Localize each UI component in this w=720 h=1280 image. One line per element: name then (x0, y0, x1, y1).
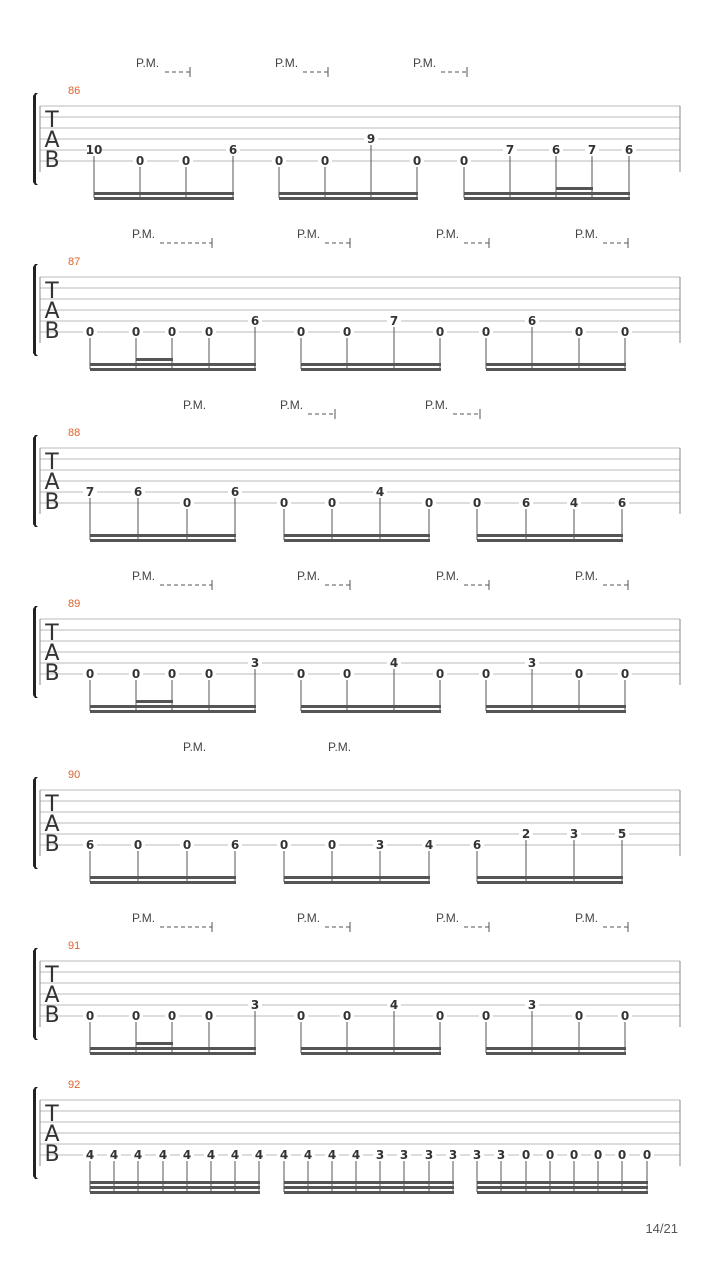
fret-number: 4 (158, 1148, 168, 1162)
palm-mute-label: P.M. (575, 227, 599, 241)
tab-clef-letter: B (44, 490, 60, 515)
fret-number: 3 (448, 1148, 458, 1162)
fret-number: 3 (527, 656, 537, 670)
beam (477, 1181, 648, 1184)
tab-clef-letter: A (44, 128, 60, 153)
fret-number: 0 (85, 1009, 95, 1023)
fret-number: 6 (133, 485, 143, 499)
beam (279, 197, 418, 200)
beam (94, 197, 234, 200)
fret-number: 6 (527, 314, 537, 328)
tab-clef-letter: B (44, 148, 60, 173)
beam (301, 1052, 441, 1055)
fret-number: 0 (133, 838, 143, 852)
sub-beam (556, 187, 593, 190)
tab-clef-letter: A (44, 983, 60, 1008)
fret-number: 0 (131, 1009, 141, 1023)
beam (464, 197, 630, 200)
tab-clef-letter: B (44, 1003, 60, 1028)
beam (486, 1052, 626, 1055)
beam (90, 534, 236, 537)
measure-number: 89 (68, 598, 81, 610)
beam (90, 876, 236, 879)
fret-number: 3 (496, 1148, 506, 1162)
beam (90, 368, 256, 371)
beam (301, 368, 441, 371)
palm-mute-label: P.M. (575, 911, 599, 925)
beam (486, 368, 626, 371)
fret-number: 6 (472, 838, 482, 852)
fret-number: 4 (279, 1148, 289, 1162)
fret-number: 0 (472, 496, 482, 510)
fret-number: 6 (228, 143, 238, 157)
beam (301, 710, 441, 713)
fret-number: 0 (574, 325, 584, 339)
tab-clef-letter: A (44, 1122, 60, 1147)
fret-number: 0 (279, 838, 289, 852)
tab-clef-letter: T (45, 621, 59, 646)
tab-clef-letter: T (45, 450, 59, 475)
fret-number: 4 (424, 838, 434, 852)
fret-number: 4 (109, 1148, 119, 1162)
fret-number: 0 (424, 496, 434, 510)
fret-number: 4 (389, 998, 399, 1012)
tab-clef-letter: B (44, 832, 60, 857)
fret-number: 0 (342, 667, 352, 681)
fret-number: 0 (181, 154, 191, 168)
fret-number: 4 (351, 1148, 361, 1162)
beam (90, 1191, 260, 1194)
fret-number: 0 (167, 1009, 177, 1023)
fret-number: 4 (230, 1148, 240, 1162)
beam (90, 539, 236, 542)
fret-number: 0 (412, 154, 422, 168)
fret-number: 0 (569, 1148, 579, 1162)
beam (284, 1181, 454, 1184)
fret-number: 0 (131, 667, 141, 681)
tab-clef-letter: T (45, 792, 59, 817)
fret-number: 3 (375, 1148, 385, 1162)
measure-number: 90 (68, 769, 81, 781)
palm-mute-label: P.M. (183, 398, 207, 412)
fret-number: 0 (642, 1148, 652, 1162)
fret-number: 0 (296, 325, 306, 339)
palm-mute-label: P.M. (413, 56, 437, 70)
beam (90, 710, 256, 713)
tab-clef-letter: T (45, 279, 59, 304)
fret-number: 4 (303, 1148, 313, 1162)
palm-mute-label: P.M. (328, 740, 352, 754)
fret-number: 0 (204, 1009, 214, 1023)
measure-number: 92 (68, 1079, 81, 1091)
tab-clef-letter: T (45, 963, 59, 988)
fret-number: 0 (279, 496, 289, 510)
page-number: 14/21 (645, 1221, 678, 1236)
fret-number: 2 (521, 827, 531, 841)
beam (284, 1191, 454, 1194)
beam (477, 881, 623, 884)
measure-number: 88 (68, 427, 81, 439)
fret-number: 0 (593, 1148, 603, 1162)
palm-mute-label: P.M. (297, 569, 321, 583)
beam (284, 539, 430, 542)
fret-number: 6 (551, 143, 561, 157)
measure-number: 91 (68, 940, 81, 952)
measure-number: 86 (68, 85, 81, 97)
beam (486, 1047, 626, 1050)
system-bracket (33, 435, 38, 527)
fret-number: 3 (424, 1148, 434, 1162)
palm-mute-label: P.M. (297, 911, 321, 925)
fret-number: 10 (85, 143, 103, 157)
beam (284, 881, 430, 884)
fret-number: 0 (342, 325, 352, 339)
beam (477, 534, 623, 537)
beam (90, 363, 256, 366)
beam (284, 1186, 454, 1189)
system-bracket (33, 1087, 38, 1179)
palm-mute-label: P.M. (132, 227, 156, 241)
fret-number: 0 (327, 838, 337, 852)
beam (486, 363, 626, 366)
fret-number: 0 (167, 325, 177, 339)
fret-number: 0 (574, 667, 584, 681)
fret-number: 4 (327, 1148, 337, 1162)
palm-mute-label: P.M. (436, 569, 460, 583)
fret-number: 9 (366, 132, 376, 146)
palm-mute-label: P.M. (136, 56, 160, 70)
beam (477, 539, 623, 542)
fret-number: 0 (435, 1009, 445, 1023)
fret-number: 0 (182, 496, 192, 510)
fret-number: 0 (459, 154, 469, 168)
fret-number: 0 (320, 154, 330, 168)
tab-clef-letter: A (44, 470, 60, 495)
fret-number: 6 (617, 496, 627, 510)
fret-number: 0 (135, 154, 145, 168)
fret-number: 0 (574, 1009, 584, 1023)
fret-number: 0 (131, 325, 141, 339)
beam (301, 705, 441, 708)
fret-number: 0 (204, 325, 214, 339)
fret-number: 3 (375, 838, 385, 852)
beam (279, 192, 418, 195)
fret-number: 0 (521, 1148, 531, 1162)
palm-mute-label: P.M. (436, 227, 460, 241)
fret-number: 7 (85, 485, 95, 499)
tab-clef-letter: T (45, 1102, 59, 1127)
beam (90, 705, 256, 708)
palm-mute-label: P.M. (297, 227, 321, 241)
system-bracket (33, 264, 38, 356)
sub-beam (136, 700, 173, 703)
beam (301, 363, 441, 366)
fret-number: 6 (250, 314, 260, 328)
beam (90, 1047, 256, 1050)
fret-number: 0 (620, 667, 630, 681)
fret-number: 7 (587, 143, 597, 157)
fret-number: 0 (481, 1009, 491, 1023)
fret-number: 6 (624, 143, 634, 157)
tab-clef-letter: B (44, 319, 60, 344)
beam (94, 192, 234, 195)
fret-number: 0 (620, 325, 630, 339)
palm-mute-label: P.M. (575, 569, 599, 583)
system-bracket (33, 777, 38, 869)
fret-number: 3 (250, 656, 260, 670)
fret-number: 5 (617, 827, 627, 841)
palm-mute-label: P.M. (275, 56, 299, 70)
fret-number: 0 (85, 667, 95, 681)
fret-number: 0 (620, 1009, 630, 1023)
beam (477, 1186, 648, 1189)
fret-number: 4 (85, 1148, 95, 1162)
fret-number: 3 (472, 1148, 482, 1162)
measure-number: 87 (68, 256, 81, 268)
fret-number: 3 (250, 998, 260, 1012)
fret-number: 0 (204, 667, 214, 681)
beam (486, 705, 626, 708)
palm-mute-label: P.M. (425, 398, 449, 412)
fret-number: 0 (167, 667, 177, 681)
beam (284, 534, 430, 537)
palm-mute-label: P.M. (183, 740, 207, 754)
fret-number: 6 (85, 838, 95, 852)
fret-number: 4 (182, 1148, 192, 1162)
tab-clef-letter: B (44, 1142, 60, 1167)
beam (90, 881, 236, 884)
fret-number: 0 (327, 496, 337, 510)
fret-number: 0 (435, 667, 445, 681)
fret-number: 6 (230, 838, 240, 852)
beam (464, 192, 630, 195)
fret-number: 3 (569, 827, 579, 841)
fret-number: 0 (617, 1148, 627, 1162)
palm-mute-label: P.M. (280, 398, 304, 412)
fret-number: 0 (296, 1009, 306, 1023)
fret-number: 0 (435, 325, 445, 339)
fret-number: 6 (230, 485, 240, 499)
beam (284, 876, 430, 879)
fret-number: 4 (569, 496, 579, 510)
fret-number: 7 (389, 314, 399, 328)
fret-number: 4 (389, 656, 399, 670)
beam (477, 876, 623, 879)
system-bracket (33, 93, 38, 185)
fret-number: 3 (527, 998, 537, 1012)
beam (90, 1186, 260, 1189)
fret-number: 4 (375, 485, 385, 499)
fret-number: 4 (254, 1148, 264, 1162)
fret-number: 4 (206, 1148, 216, 1162)
palm-mute-label: P.M. (132, 911, 156, 925)
fret-number: 4 (133, 1148, 143, 1162)
tab-clef-letter: A (44, 641, 60, 666)
tab-clef-letter: B (44, 661, 60, 686)
fret-number: 0 (342, 1009, 352, 1023)
fret-number: 7 (505, 143, 515, 157)
beam (90, 1052, 256, 1055)
fret-number: 0 (85, 325, 95, 339)
fret-number: 3 (399, 1148, 409, 1162)
tab-clef-letter: T (45, 108, 59, 133)
fret-number: 0 (545, 1148, 555, 1162)
tab-clef-letter: A (44, 299, 60, 324)
beam (486, 710, 626, 713)
tab-clef-letter: A (44, 812, 60, 837)
palm-mute-label: P.M. (132, 569, 156, 583)
sub-beam (136, 358, 173, 361)
fret-number: 0 (296, 667, 306, 681)
fret-number: 0 (182, 838, 192, 852)
beam (90, 1181, 260, 1184)
fret-number: 0 (274, 154, 284, 168)
sub-beam (136, 1042, 173, 1045)
fret-number: 0 (481, 325, 491, 339)
fret-number: 0 (481, 667, 491, 681)
beam (477, 1191, 648, 1194)
system-bracket (33, 606, 38, 698)
fret-number: 6 (521, 496, 531, 510)
palm-mute-label: P.M. (436, 911, 460, 925)
beam (301, 1047, 441, 1050)
system-bracket (33, 948, 38, 1040)
